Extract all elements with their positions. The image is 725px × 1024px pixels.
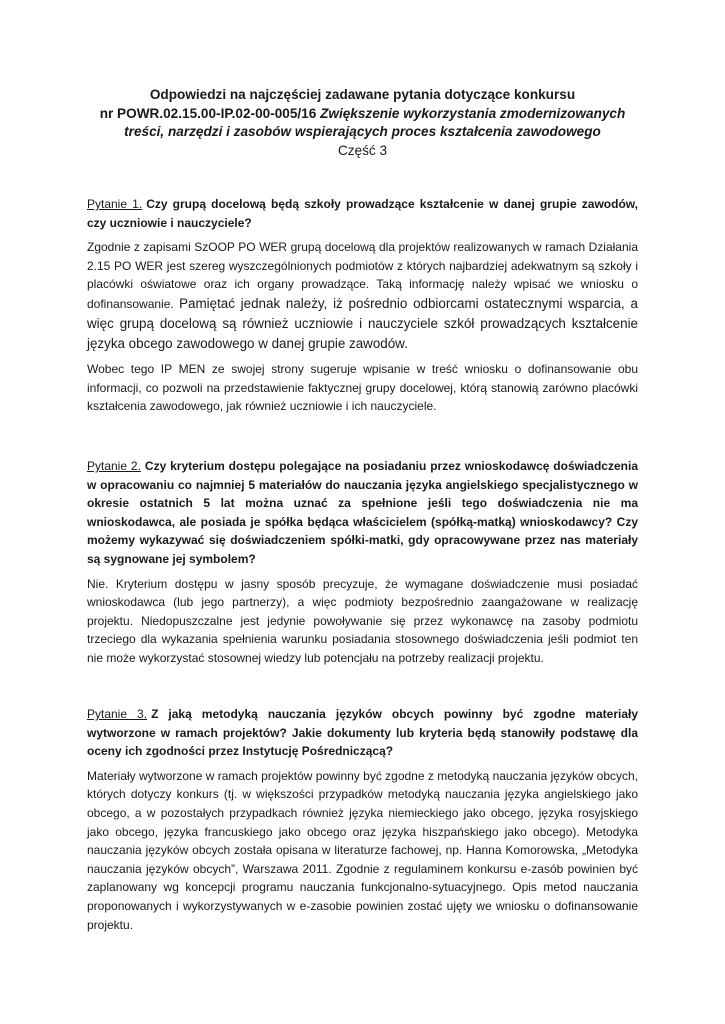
question-block-1	[87, 195, 638, 416]
competition-name-part-1: Zwiększenie wykorzystania zmodernizowanych	[320, 105, 626, 121]
question-2-label: Pytanie 2.	[87, 459, 141, 473]
answer-2-paragraph-1: Nie. Kryterium dostępu w jasny sposób precyzuje, że wymagane doświadczenie musi posiadać wnioskodawca (lub jego partnerzy), a więc podmioty bezpośrednio zaangażowane w realizację projektu. Niedopuszczalne jest jedynie powoływanie się przez wykonawcę na zasoby podmiotu trzeciego dla wykazania spełnienia warunku posiadania stosownego doświadczenia jeśli podmiot ten nie może wykorzystać stosownej wiedzy lub potencjału na potrzeby realizacji projektu.	[87, 576, 638, 665]
question-2-text: Czy kryterium dostępu polegające na posiadaniu przez wnioskodawcę doświadczenia w opracowaniu co najmniej 5 materiałów do nauczania języka angielskiego specjalistycznego w okresie ostatnich 5 lat można uznać za spełnione jeśli tego doświadczenia nie ma wnioskodawca, ale posiada je spółka będąca właścicielem (spółką-matką) wnioskodawcy? Czy możemy wykazywać się doświadczeniem spółki-matki, gdy opracowywane przez nas materiały są sygnowane jej symbolem?	[87, 459, 638, 566]
answer-1-paragraph-2: Wobec tego IP MEN ze swojej strony sugeruje wpisanie w treść wniosku o dofinansowanie obu informacji, co pozwoli na przedstawienie faktycznej grupy docelowej, którą stanowią zarówno placówki kształcenia zawodowego, jak również uczniowie i ich nauczyciele.	[87, 361, 638, 414]
question-2	[87, 457, 638, 569]
answer-1-paragraph-1	[87, 238, 638, 354]
answer-1-paragraph-1-part-a: Zgodnie z zapisami SzOOP PO WER grupą docelową dla projektów realizowanych w ramach Działania 2.15 PO WER jest szereg wyszczególnionych podmiotów z których najbardziej adekwatnym są szkoły i placówki oświatowe oraz ich organy prowadzące. Taką informację należy wpisać we wniosku o dofinansowanie.	[87, 240, 638, 311]
question-1-text: Czy grupą docelową będą szkoły prowadzące kształcenie w danej grupie zawodów, czy uczniowie i nauczyciele?	[87, 197, 638, 230]
question-block-2	[87, 457, 638, 668]
competition-name-part-2: treści, narzędzi i zasobów wspierających proces kształcenia zawodowego	[124, 124, 601, 139]
question-1	[87, 195, 638, 232]
answer-1-paragraph-1-part-b: Pamiętać jednak należy, iż pośrednio odbiorcami ostatecznymi wsparcia, a więc grupą docelową są również uczniowie i nauczyciele szkół prowadzących kształcenie języka obcego zawodowego w danej grupie zawodów.	[87, 295, 638, 351]
question-3-label: Pytanie 3.	[87, 707, 148, 721]
title-line-1: Odpowiedzi na najczęściej zadawane pytania dotyczące konkursu	[149, 87, 576, 102]
answer-3-paragraph-1: Materiały wytworzone w ramach projektów powinny być zgodne z metodyką nauczania języków obcych, których dotyczy konkurs (tj. w większości przypadków metodyką nauczania języka angielskiego jako obcego, a w pozostałych przypadkach również języka niemieckiego jako obcego, języka rosyjskiego jako obcego, języka francuskiego jako obcego oraz języka hiszpańskiego jako obcego). Metodyka nauczania języków obcych została opisana w literaturze fachowej, np. Hanna Komorowska, „Metodyka nauczania języków obcych”, Warszawa 2011. Zgodnie z regulaminem konkursu e-zasób powinien być zaplanowany wg koncepcji programu nauczania funkcjonalno-sytuacyjnego. Opis metod nauczania proponowanych i wykorzystywanych w e-zasobie powinien zostać ujęty we wniosku o dofinansowanie projektu.	[87, 768, 638, 932]
document-part: Część 3	[337, 142, 388, 158]
question-block-3	[87, 705, 638, 934]
question-1-label: Pytanie 1.	[87, 197, 143, 211]
question-3-text: Z jaką metodyką nauczania języków obcych powinny być zgodne materiały wytworzone w ramach projektów? Jakie dokumenty lub kryteria będą stanowiły podstawę dla oceny ich zgodności przez Instytucję Pośredniczącą?	[87, 707, 639, 759]
competition-number: nr POWR.02.15.00-IP.02-00-005/16	[99, 105, 321, 121]
question-3	[87, 705, 638, 761]
title-line-2	[87, 105, 638, 124]
document-title	[87, 86, 638, 160]
